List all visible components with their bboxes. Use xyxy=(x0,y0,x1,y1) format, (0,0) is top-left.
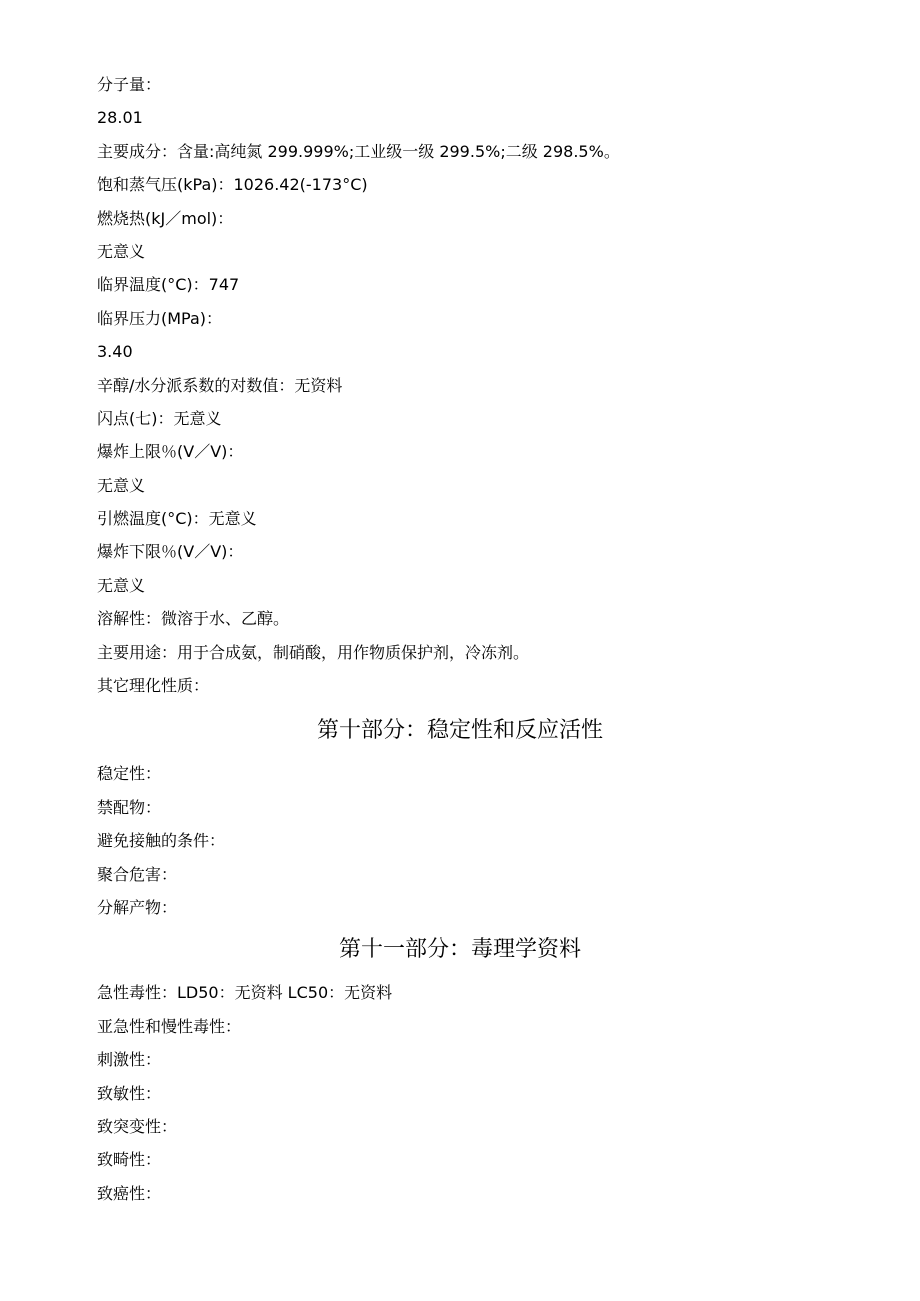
property-other: 其它理化性质： xyxy=(97,676,210,696)
polymerization-hazard-line: 聚合危害： xyxy=(97,864,178,884)
property-main-uses: 主要用途：用于合成氨，制硝酸，用作物质保护剂，冷冻剂。 xyxy=(97,642,530,662)
section10-body xyxy=(97,757,837,924)
property-partition-coefficient: 辛醇/水分派系数的对数值：无资料 xyxy=(97,375,343,395)
section11-heading: 第十一部分：毒理学资料 xyxy=(338,937,581,963)
section10-heading: 第十部分：稳定性和反应活性 xyxy=(316,718,603,744)
acute-toxicity-line: 急性毒性：LD50：无资料 LC50：无资料 xyxy=(97,983,393,1003)
decomposition-products-line: 分解产物： xyxy=(97,897,178,917)
mutagenicity-line: 致突变性： xyxy=(97,1116,178,1136)
property-molecular-weight-value: 28.01 xyxy=(97,108,143,128)
property-molecular-weight-label: 分子量： xyxy=(97,75,162,94)
property-lower-explosive-limit-label: 爆炸下限％(V／V)： xyxy=(97,542,244,562)
section11-body xyxy=(97,976,837,1210)
irritation-line: 刺激性： xyxy=(97,1050,162,1070)
property-flash-point: 闪点(七)：无意义 xyxy=(97,408,222,428)
chronic-toxicity-line: 亚急性和慢性毒性： xyxy=(97,1016,242,1036)
property-critical-pressure-label: 临界压力(MPa)： xyxy=(97,308,223,328)
stability-line: 稳定性： xyxy=(97,764,162,784)
property-critical-temperature: 临界温度(°C)：747 xyxy=(97,275,240,295)
carcinogenicity-line: 致癌性： xyxy=(97,1183,162,1203)
document-page xyxy=(97,68,837,1210)
property-solubility: 溶解性：微溶于水、乙醇。 xyxy=(97,609,290,629)
property-lower-explosive-limit-value: 无意义 xyxy=(97,575,146,595)
teratogenicity-line: 致畸性： xyxy=(97,1150,162,1170)
sensitization-line: 致敏性： xyxy=(97,1083,162,1103)
property-heat-of-combustion-value: 无意义 xyxy=(97,241,146,261)
property-heat-of-combustion-label: 燃烧热(kJ／mol)： xyxy=(97,208,234,228)
conditions-to-avoid-line: 避免接触的条件： xyxy=(97,831,226,851)
property-ignition-temperature: 引燃温度(°C)：无意义 xyxy=(97,509,257,529)
property-vapor-pressure: 饱和蒸气压(kPa)：1026.42(-173°C) xyxy=(97,175,368,195)
section9-properties xyxy=(97,68,837,702)
property-critical-pressure-value: 3.40 xyxy=(97,342,133,362)
property-upper-explosive-limit-value: 无意义 xyxy=(97,475,146,495)
property-upper-explosive-limit-label: 爆炸上限％(V／V)： xyxy=(97,442,244,462)
property-main-components: 主要成分：含量:高纯氮 299.999%;工业级一级 299.5%;二级 298.5%。 xyxy=(97,141,620,161)
incompatible-materials-line: 禁配物： xyxy=(97,797,162,817)
